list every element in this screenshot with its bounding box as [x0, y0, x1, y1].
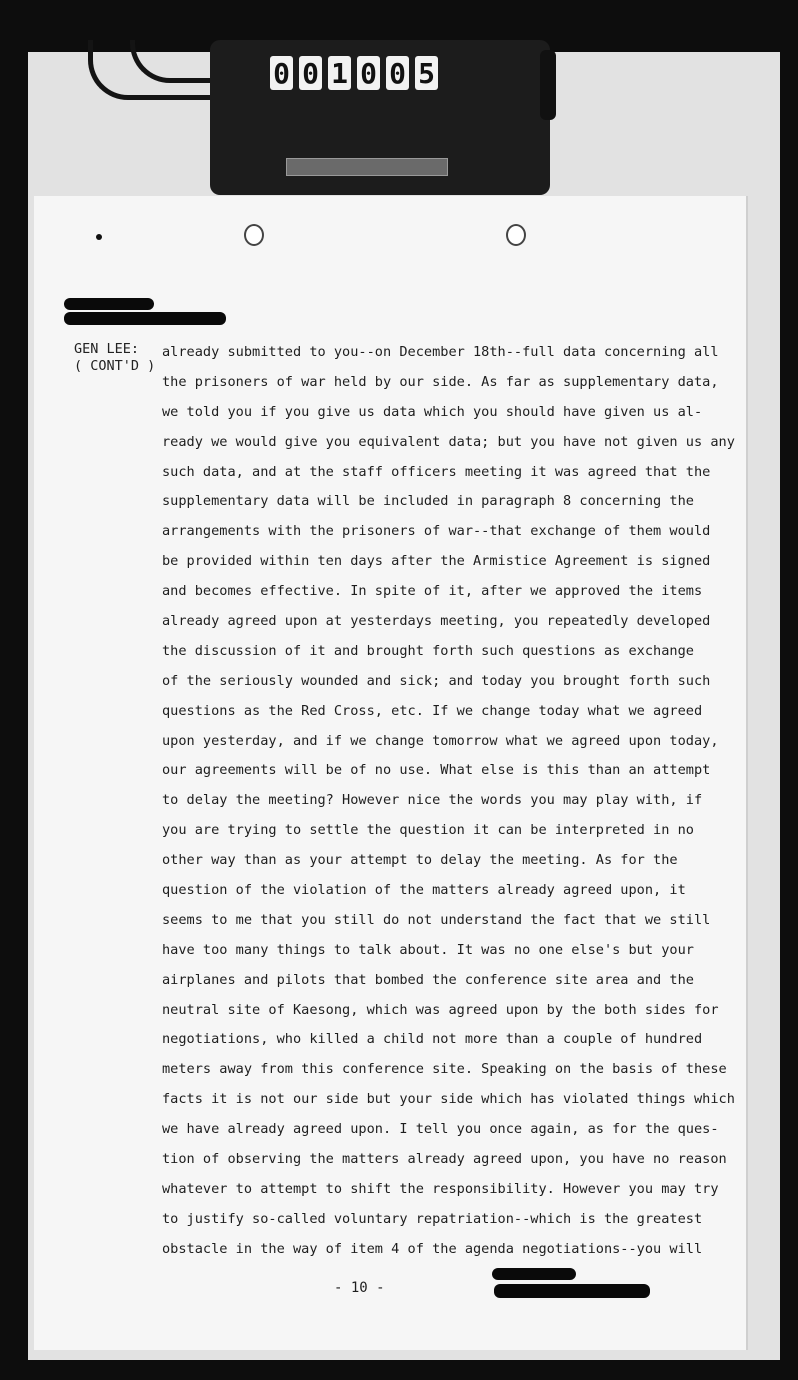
redaction-bar-bottom-1 — [492, 1268, 576, 1280]
counter-digit: 0 — [386, 56, 409, 90]
text-line: have too many things to talk about. It was no one else's but your — [162, 941, 694, 958]
redaction-bar-top-2 — [64, 312, 226, 325]
text-line: obstacle in the way of item 4 of the agenda negotiations--you will — [162, 1240, 703, 1257]
text-line: of the seriously wounded and sick; and today you brought forth such — [162, 672, 711, 689]
text-line: neutral site of Kaesong, which was agreed upon by the both sides for — [162, 1001, 719, 1018]
counter-digit: 5 — [415, 56, 438, 90]
punch-hole-right — [506, 224, 526, 246]
counter-digit: 0 — [299, 56, 322, 90]
text-line: supplementary data will be included in paragraph 8 concerning the — [162, 493, 694, 510]
text-line: facts it is not our side but your side which has violated things which — [162, 1091, 735, 1108]
redaction-bar-bottom-2 — [494, 1284, 650, 1298]
document-page — [34, 196, 746, 1350]
counter-digit: 0 — [270, 56, 293, 90]
counter-slot — [286, 158, 448, 176]
text-line: already submitted to you--on December 18th--full data concerning all — [162, 344, 719, 360]
text-line: questions as the Red Cross, etc. If we change today what we agreed — [162, 702, 703, 719]
text-line: we have already agreed upon. I tell you once again, as for the ques- — [162, 1121, 719, 1138]
text-line: and becomes effective. In spite of it, after we approved the items — [162, 583, 703, 600]
text-line: other way than as your attempt to delay the meeting. As for the — [162, 852, 678, 869]
text-line: the prisoners of war held by our side. As far as supplementary data, — [162, 373, 719, 390]
redaction-bar-top-1 — [64, 298, 154, 310]
text-line: ready we would give you equivalent data; but you have not given us any — [162, 433, 735, 450]
counter-digit: 1 — [328, 56, 351, 90]
text-line: meters away from this conference site. Speaking on the basis of these — [162, 1061, 727, 1078]
text-line: seems to me that you still do not understand the fact that we still — [162, 911, 711, 928]
text-line: our agreements will be of no use. What else is this than an attempt — [162, 762, 711, 779]
text-line: upon yesterday, and if we change tomorrow what we agreed upon today, — [162, 732, 719, 749]
page-number: - 10 - — [334, 1280, 385, 1296]
text-line: whatever to attempt to shift the responsibility. However you may try — [162, 1180, 719, 1197]
speaker-continued: ( CONT'D ) — [74, 358, 156, 374]
text-line: tion of observing the matters already agreed upon, you have no reason — [162, 1151, 727, 1168]
text-line: already agreed upon at yesterdays meeting, you repeatedly developed — [162, 613, 711, 630]
punch-hole-left — [244, 224, 264, 246]
text-line: to justify so-called voluntary repatriation--which is the greatest — [162, 1210, 703, 1227]
page-mark — [96, 234, 102, 240]
counter-knob — [540, 50, 556, 120]
text-line: be provided within ten days after the Armistice Agreement is signed — [162, 553, 711, 570]
text-line: question of the violation of the matters already agreed upon, it — [162, 882, 686, 899]
text-line: negotiations, who killed a child not more than a couple of hundred — [162, 1031, 703, 1048]
frame-counter — [210, 40, 550, 195]
text-line: to delay the meeting? However nice the words you may play with, if — [162, 792, 703, 809]
counter-digits — [270, 56, 438, 90]
text-line: we told you if you give us data which you should have given us al- — [162, 403, 703, 420]
text-line: arrangements with the prisoners of war--that exchange of them would — [162, 523, 711, 540]
counter-digit: 0 — [357, 56, 380, 90]
text-line: such data, and at the staff officers meeting it was agreed that the — [162, 463, 711, 480]
text-line: you are trying to settle the question it can be interpreted in no — [162, 822, 694, 839]
speaker-name: GEN LEE: — [74, 341, 140, 357]
transcript-body — [162, 338, 735, 1265]
text-line: the discussion of it and brought forth such questions as exchange — [162, 642, 694, 659]
text-line: airplanes and pilots that bombed the conference site area and the — [162, 971, 694, 988]
